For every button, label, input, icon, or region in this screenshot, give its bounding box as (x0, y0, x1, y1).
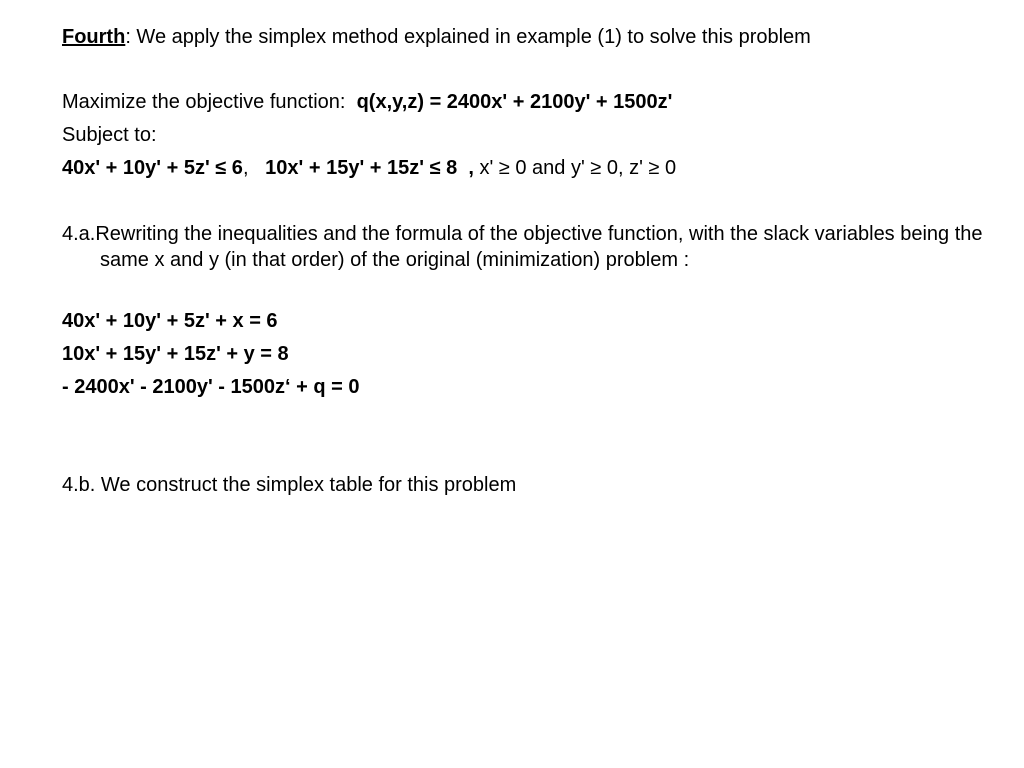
heading-label: Fourth (62, 26, 126, 48)
constraint-2: 10x' + 15y' + 15z' ≤ 8 (265, 157, 458, 179)
constraint-1: 40x' + 10y' + 5z' ≤ 6 (62, 157, 243, 179)
equation-2: 10x' + 15y' + 15z' + y = 8 (62, 343, 289, 365)
step-4b-paragraph: 4.b. We construct the simplex table for this problem (62, 474, 517, 496)
objective-formula: q(x,y,z) = 2400x' + 2100y' + 1500z' (356, 91, 673, 113)
constraints-line (62, 155, 676, 181)
nonnegativity-constraints: x' ≥ 0 and y' ≥ 0, z' ≥ 0 (479, 157, 677, 179)
subject-to-line: Subject to: (62, 124, 157, 146)
objective-line (62, 89, 672, 115)
objective-prefix: Maximize the objective function: (62, 91, 357, 113)
constraint-separator-1: , (242, 157, 266, 179)
step-4a-paragraph: 4.a.Rewriting the inequalities and the formula of the objective function, with the slack variables being the same x and y (in that order) of the original (minimization) problem : (62, 223, 983, 271)
heading-line (62, 24, 811, 50)
equation-1: 40x' + 10y' + 5z' + x = 6 (62, 310, 278, 332)
heading-text: : We apply the simplex method explained in example (1) to solve this problem (125, 26, 811, 48)
equation-3: - 2400x' - 2100y' - 1500z‘ + q = 0 (62, 376, 360, 398)
constraint-separator-2: , (457, 157, 480, 179)
